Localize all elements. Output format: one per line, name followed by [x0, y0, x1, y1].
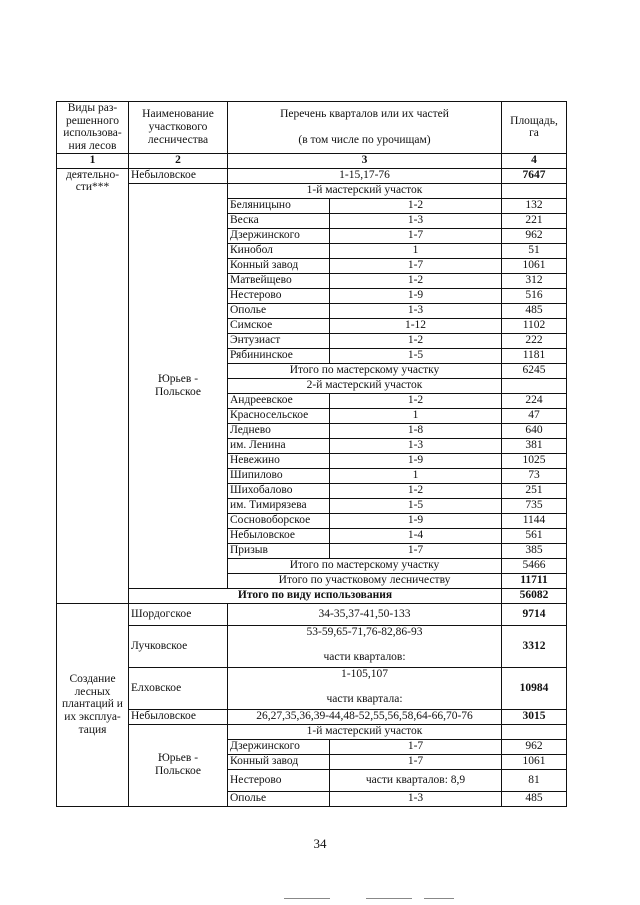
tract-name: Кинобол	[228, 243, 330, 258]
tract-name: Красносельское	[228, 408, 330, 423]
quarters-cell: 26,27,35,36,39-44,48-52,55,56,58,64-66,70-76	[228, 709, 502, 724]
area-cell: 73	[502, 468, 567, 483]
area-cell: 81	[502, 769, 567, 791]
col-num-3: 3	[228, 153, 502, 168]
tract-name: Призыв	[228, 543, 330, 558]
area-cell	[502, 378, 567, 393]
area-cell: 1061	[502, 258, 567, 273]
quarters-cell: 34-35,37-41,50-133	[228, 603, 502, 625]
table-row	[57, 168, 567, 183]
tract-name: Сосновоборское	[228, 513, 330, 528]
quarters-cell: 1-5	[330, 498, 502, 513]
quarters-cell: 1-7	[330, 258, 502, 273]
quarters-cell: 1-7	[330, 543, 502, 558]
tract-name: Нестерово	[228, 288, 330, 303]
master-section-title: 2-й мастерский участок	[228, 378, 502, 393]
subtotal-area: 6245	[502, 363, 567, 378]
area-cell: 9714	[502, 603, 567, 625]
subtotal-label: Итого по мастерскому участку	[228, 558, 502, 573]
area-cell: 132	[502, 198, 567, 213]
forestry-name: Елховское	[129, 667, 228, 709]
table-row	[57, 603, 567, 625]
quarters-cell: 1-2	[330, 198, 502, 213]
area-cell: 962	[502, 739, 567, 754]
area-cell: 1144	[502, 513, 567, 528]
header-use-type: Виды раз- решенного использова- ния лесов	[57, 102, 129, 154]
use-type-activity: деятельно- сти***	[57, 168, 129, 603]
quarters-cell: 1-3	[330, 213, 502, 228]
table-row	[57, 625, 567, 667]
tract-name: Невежино	[228, 453, 330, 468]
master-section-title: 1-й мастерский участок	[228, 183, 502, 198]
area-cell: 7647	[502, 168, 567, 183]
page-number: 34	[313, 836, 327, 851]
tract-name: Шихобалово	[228, 483, 330, 498]
tract-name: им. Тимирязева	[228, 498, 330, 513]
area-cell: 381	[502, 438, 567, 453]
area-cell: 1181	[502, 348, 567, 363]
tract-name: Энтузиаст	[228, 333, 330, 348]
subtotal-label: Итого по мастерскому участку	[228, 363, 502, 378]
header-forestry-name: Наименование участкового лесничества	[129, 102, 228, 154]
area-cell: 640	[502, 423, 567, 438]
footer-rule	[284, 898, 330, 899]
tract-name: Дзержинского	[228, 228, 330, 243]
quarters-cell: 1	[330, 243, 502, 258]
tract-name: Матвейщево	[228, 273, 330, 288]
forestry-yuryev-polskoe: Юрьев - Польское	[129, 183, 228, 588]
forestry-name: Небыловское	[129, 168, 228, 183]
area-cell: 385	[502, 543, 567, 558]
area-cell	[502, 724, 567, 739]
tract-name: Конный завод	[228, 258, 330, 273]
area-cell: 735	[502, 498, 567, 513]
area-cell: 485	[502, 791, 567, 806]
tract-name: Рябининское	[228, 348, 330, 363]
forestry-name: Лучковское	[129, 625, 228, 667]
tract-name: Ополье	[228, 791, 330, 806]
tract-name: Веска	[228, 213, 330, 228]
tract-name: Конный завод	[228, 754, 330, 769]
quarters-cell: 1-105,107 части квартала:	[228, 667, 502, 709]
use-total-label: Итого по виду использования	[129, 588, 502, 603]
tract-name: Андреевское	[228, 393, 330, 408]
header-quarters: Перечень кварталов или их частей (в том числе по урочищам)	[228, 102, 502, 154]
quarters-cell: 1-4	[330, 528, 502, 543]
area-cell: 516	[502, 288, 567, 303]
area-cell: 10984	[502, 667, 567, 709]
area-cell: 962	[502, 228, 567, 243]
quarters-cell: части кварталов: 8,9	[330, 769, 502, 791]
area-cell: 1061	[502, 754, 567, 769]
area-cell: 224	[502, 393, 567, 408]
area-cell: 222	[502, 333, 567, 348]
use-total-area: 56082	[502, 588, 567, 603]
area-cell: 1025	[502, 453, 567, 468]
quarters-cell: 1-7	[330, 754, 502, 769]
footer-rule	[366, 898, 412, 899]
quarters-cell: 1-9	[330, 453, 502, 468]
quarters-cell: 1	[330, 468, 502, 483]
quarters-cell: 1	[330, 408, 502, 423]
tract-name: Беляницыно	[228, 198, 330, 213]
quarters-cell: 1-7	[330, 228, 502, 243]
tract-name: им. Ленина	[228, 438, 330, 453]
area-cell: 221	[502, 213, 567, 228]
forestry-total-label: Итого по участковому лесничеству	[228, 573, 502, 588]
area-cell	[502, 183, 567, 198]
column-number-row	[57, 153, 567, 168]
master-section-title: 1-й мастерский участок	[228, 724, 502, 739]
quarters-cell: 1-9	[330, 513, 502, 528]
use-total-row	[57, 588, 567, 603]
tract-name: Ополье	[228, 303, 330, 318]
quarters-cell: 1-2	[330, 483, 502, 498]
area-cell: 485	[502, 303, 567, 318]
forest-use-table	[56, 101, 567, 807]
table-row	[57, 709, 567, 724]
table-header-row	[57, 102, 567, 154]
table-row	[57, 667, 567, 709]
quarters-cell: 1-8	[330, 423, 502, 438]
forestry-name: Небыловское	[129, 709, 228, 724]
subtotal-area: 5466	[502, 558, 567, 573]
footer-rule	[424, 898, 454, 899]
tract-name: Леднево	[228, 423, 330, 438]
quarters-cell: 1-2	[330, 273, 502, 288]
forestry-name: Шордогское	[129, 603, 228, 625]
tract-name: Небыловское	[228, 528, 330, 543]
col-num-1: 1	[57, 153, 129, 168]
quarters-cell: 1-9	[330, 288, 502, 303]
quarters-cell: 1-3	[330, 438, 502, 453]
area-cell: 47	[502, 408, 567, 423]
quarters-cell: 1-5	[330, 348, 502, 363]
forestry-total-area: 11711	[502, 573, 567, 588]
quarters-cell: 1-15,17-76	[228, 168, 502, 183]
quarters-cell: 1-12	[330, 318, 502, 333]
tract-name: Шипилово	[228, 468, 330, 483]
quarters-cell: 1-7	[330, 739, 502, 754]
tract-name: Дзержинского	[228, 739, 330, 754]
header-area: Площадь, га	[502, 102, 567, 154]
area-cell: 3312	[502, 625, 567, 667]
area-cell: 1102	[502, 318, 567, 333]
col-num-4: 4	[502, 153, 567, 168]
quarters-cell: 1-3	[330, 791, 502, 806]
area-cell: 3015	[502, 709, 567, 724]
quarters-cell: 1-2	[330, 393, 502, 408]
area-cell: 312	[502, 273, 567, 288]
tract-name: Симское	[228, 318, 330, 333]
quarters-cell: 1-2	[330, 333, 502, 348]
table-row	[57, 183, 567, 198]
table-row	[57, 724, 567, 739]
tract-name: Нестерово	[228, 769, 330, 791]
area-cell: 51	[502, 243, 567, 258]
area-cell: 251	[502, 483, 567, 498]
area-cell: 561	[502, 528, 567, 543]
quarters-cell: 1-3	[330, 303, 502, 318]
col-num-2: 2	[129, 153, 228, 168]
quarters-cell: 53-59,65-71,76-82,86-93 части кварталов:	[228, 625, 502, 667]
use-type-plantations: Создание лесных плантаций и их эксплуа- тация	[57, 603, 129, 806]
forestry-yuryev-polskoe: Юрьев - Польское	[129, 724, 228, 806]
